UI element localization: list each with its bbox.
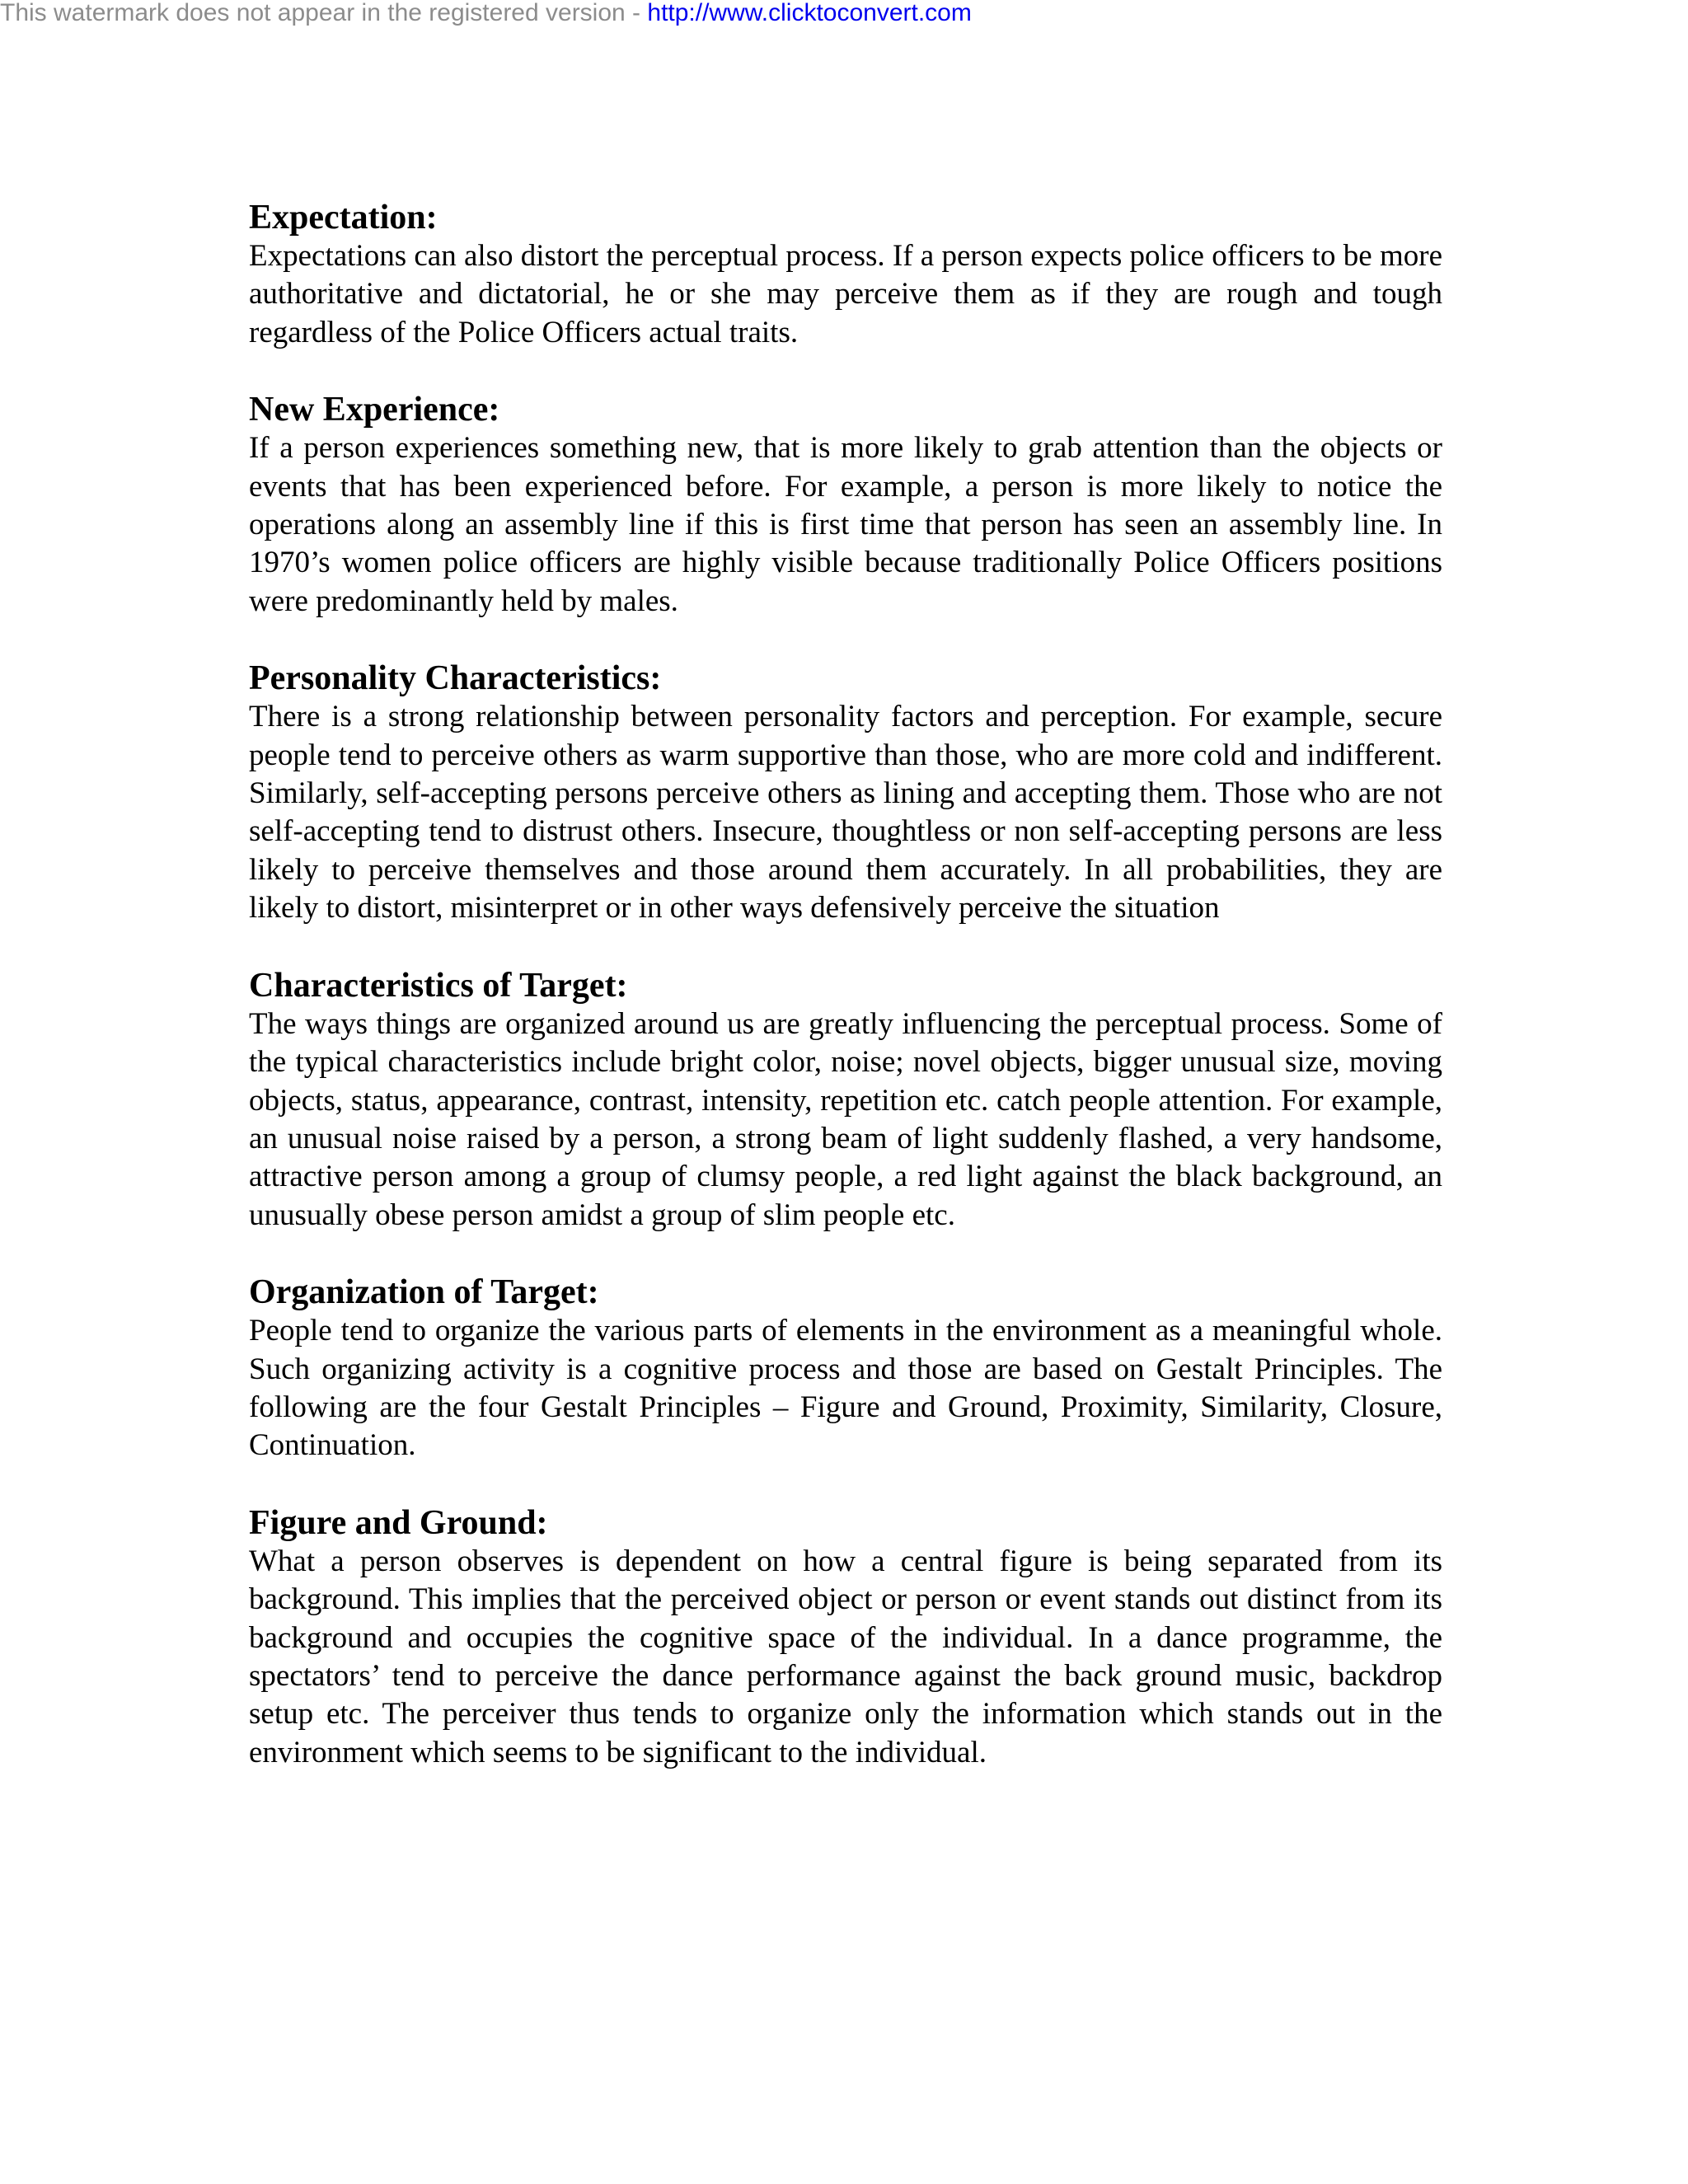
watermark-link[interactable]: http://www.clicktoconvert.com (647, 0, 972, 26)
watermark-banner (0, 0, 972, 26)
section-heading: New Experience: (249, 391, 500, 429)
section-organization-of-target (249, 1272, 1442, 1465)
section-heading: Characteristics of Target: (249, 966, 628, 1005)
section-figure-and-ground (249, 1503, 1442, 1772)
section-body: People tend to organize the various parts of elements in the environment as a meaningful whole. Such organizing activity is a cognitive process and those are based on Gestalt Principles. The following are the four Gestalt Principles – Figure and Ground, Proximity, Similarity, Closure, Continuation. (249, 1314, 1442, 1463)
section-body: If a person experiences something new, that is more likely to grab attention than the objects or events that has been experienced before. For example, a person is more likely to notice the operations along an assembly line if this is first time that person has seen an assembly line. In 1970’s women police officers are highly visible because traditionally Police Officers positions were predominantly held by males. (249, 431, 1442, 618)
section-new-experience (249, 390, 1442, 621)
section-characteristics-of-target (249, 966, 1442, 1235)
section-heading: Personality Characteristics: (249, 659, 662, 698)
section-expectation (249, 198, 1442, 352)
document-page (249, 198, 1442, 1810)
watermark-text: This watermark does not appear in the registered version - (0, 0, 648, 26)
section-body: What a person observes is dependent on how a central figure is being separated from its background. This implies that the perceived object or person or event stands out distinct from its background and occupies the cognitive space of the individual. In a dance programme, the spectators’ tend to perceive the dance performance against the back ground music, backdrop setup etc. The perceiver thus tends to organize only the information which stands out in the environment which seems to be significant to the individual. (249, 1544, 1442, 1769)
section-body: The ways things are organized around us are greatly influencing the perceptual process. Some of the typical characteristics include bright color, noise; novel objects, bigger unusual size, moving objects, status, appearance, contrast, intensity, repetition etc. catch people attention. For example, an unusual noise raised by a person, a strong beam of light suddenly flashed, a very handsome, attractive person among a group of clumsy people, a red light against the black background, an unusually obese person amidst a group of slim people etc. (249, 1006, 1442, 1232)
section-heading: Organization of Target: (249, 1273, 599, 1312)
section-personality-characteristics (249, 658, 1442, 927)
section-heading: Expectation: (249, 199, 438, 237)
section-heading: Figure and Ground: (249, 1503, 548, 1542)
section-body: Expectations can also distort the perceptual process. If a person expects police officers to be more authoritative and dictatorial, he or she may perceive them as if they are rough and tough regardless of the Police Officers actual traits. (249, 239, 1442, 349)
section-body: There is a strong relationship between personality factors and perception. For example, secure people tend to perceive others as warm supportive than those, who are more cold and indifferent. Similarly, self-accepting persons perceive others as lining and accepting them. Those who are not self-accepting tend to distrust others. Insecure, thoughtless or non self-accepting persons are less likely to perceive themselves and those around them accurately. In all probabilities, they are likely to distort, misinterpret or in other ways defensively perceive the situation (249, 700, 1442, 926)
